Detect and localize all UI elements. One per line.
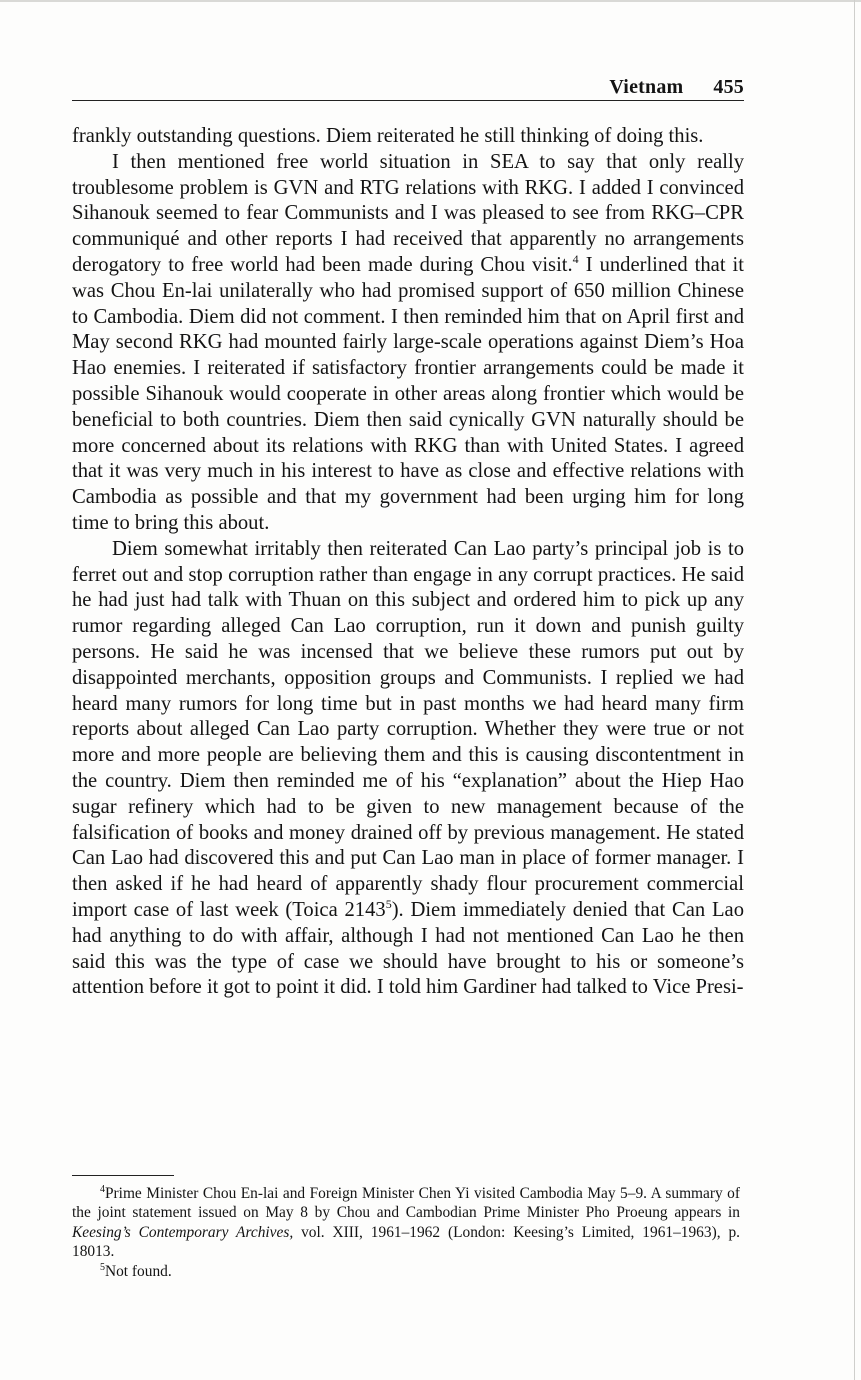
paragraph-3 (72, 537, 744, 1001)
paragraph-2-part-a: I then mentioned free world situation in SEA to say that only really troublesome problem is GVN and RTG relations with RKG. I added I convinced Sihanouk seemed to fear Communists and I was pleased to see from RKG–CPR communiqué and other reports I had received that apparently no arrangements derogatory to free world had been made during Chou visit. (72, 150, 744, 276)
footnote-4-text: Prime Minister Chou En-lai and Foreign Minister Chen Yi visited Cambodia May 5–9. A summary of the joint statement issued on May 8 by Chou and Cambodian Prime Minister Pho Proeung appears in (72, 1185, 740, 1222)
paragraph-1: frankly outstanding questions. Diem reiterated he still thinking of doing this. (72, 125, 704, 147)
footnote-4-marker: 4 (100, 1184, 105, 1195)
footnotes (72, 1184, 740, 1281)
section-title: Vietnam (609, 76, 684, 98)
page-right-edge (854, 0, 855, 1380)
paragraph-2-part-b: I underlined that it was Chou En-lai unilaterally who had promised support of 650 million Chinese to Cambodia. Diem did not comment. I then reminded him that on April first and May second RKG had mounted fairly large-scale operations against Diem’s Hoa Hao enemies. I reiterated if satisfactory frontier arrangements could be made it possible Sihanouk would cooperate in other areas along frontier which would be beneficial to both countries. Diem then said cynically GVN naturally should be more concerned about its relations with RKG than with United States. I agreed that it was very much in his interest to have as close and effective relations with Cambodia as possible and that my government had been urging him for long time to bring this about. (72, 253, 744, 534)
paragraph-2 (72, 150, 744, 537)
footnote-5-text: Not found. (105, 1262, 172, 1280)
page-number: 455 (713, 76, 744, 98)
paragraph-3-part-b: ). Diem immediately denied that Can Lao had anything to do with affair, although I had not mentioned Can Lao he then said this was the type of case we should have brought to his or someone’s attention before it got to point it did. I told him Gardiner had talked to Vice Presi- (72, 898, 744, 999)
footnote-ref-4: 4 (572, 251, 579, 266)
footnote-4-citation: vol. XIII, 1961–1962 (London: Keesing’s Limited, 1961–1963), p. 18013. (72, 1223, 741, 1261)
page-top-edge (0, 0, 861, 2)
running-header (72, 74, 744, 101)
footnote-5 (72, 1262, 740, 1281)
footnote-ref-5: 5 (385, 896, 392, 911)
footnote-rule (72, 1175, 174, 1176)
paragraph-3-part-a: Diem somewhat irritably then reiterated Can Lao party’s principal job is to ferret out and stop corruption rather than engage in any corrupt practices. He said he had just had talk with Thuan on this subject and ordered him to pick up any rumor regarding alleged Can Lao corruption, run it down and punish guilty persons. He said he was incensed that we believe these rumors put out by disappointed merchants, opposition groups and Communists. I replied we had heard many rumors for long time but in past months we had heard many firm reports about alleged Can Lao party corruption. Whether they were true or not more and more people are believing them and this is causing discontentment in the country. Diem then reminded me of his “explanation” about the Hiep Hao sugar refinery which had to be given to new management because of the falsification of books and money drained off by previous management. He stated Can Lao had discovered this and put Can Lao man in place of former manager. I then asked if he had heard of apparently shady flour procurement commercial import case of last week (Toica 2143 (72, 537, 744, 921)
footnote-4-source-title: Keesing’s Contemporary Archives, (72, 1223, 294, 1241)
footnote-5-marker: 5 (100, 1261, 105, 1273)
body-text (72, 124, 744, 1001)
footnote-4 (72, 1184, 740, 1262)
running-head (609, 76, 744, 99)
